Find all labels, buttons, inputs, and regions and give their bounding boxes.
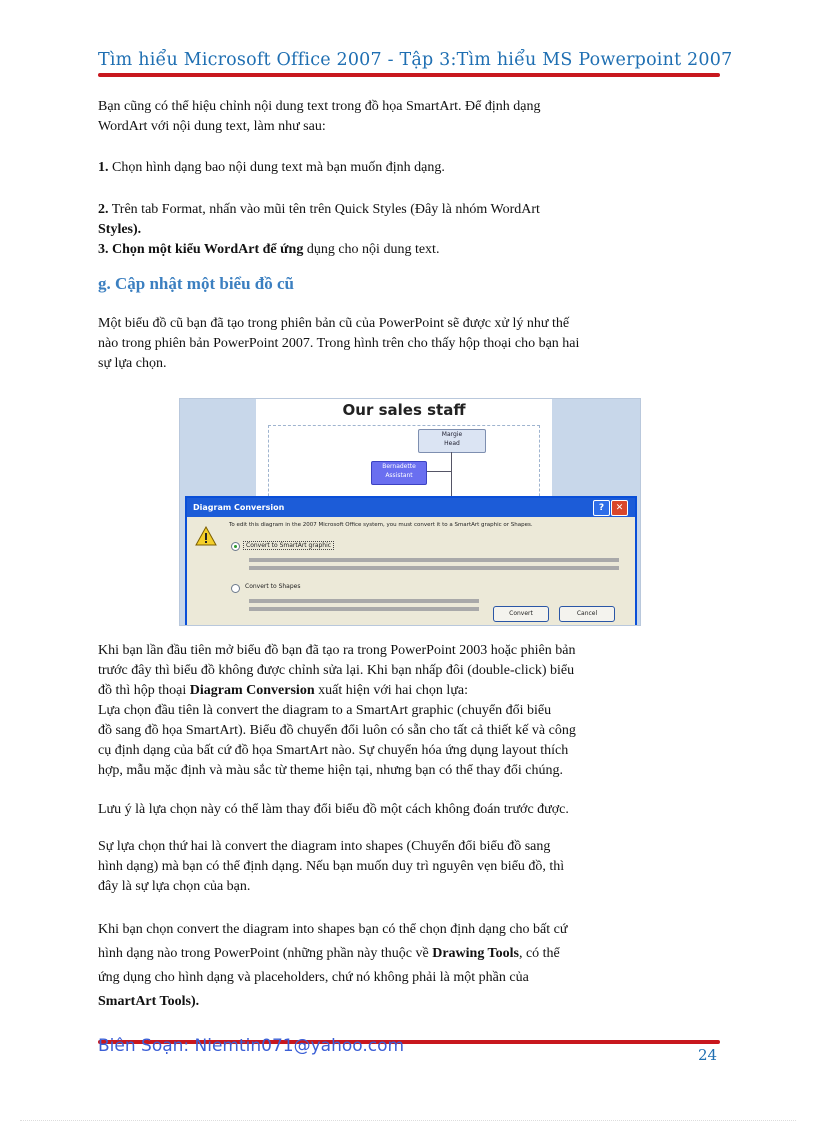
dialog-title: Diagram Conversion bbox=[187, 498, 635, 517]
step-text: Chọn hình dạng bao nội dung text mà bạn muốn định dạng. bbox=[108, 160, 445, 175]
text-line: cụ định dạng của bất cứ đồ họa SmartArt nào. Sự chuyển hóa ứng dụng layout thích bbox=[98, 743, 569, 758]
slide-preview bbox=[256, 399, 552, 509]
text-line: đồ thì hộp thoại bbox=[98, 683, 190, 698]
help-button[interactable]: ? bbox=[593, 500, 610, 516]
convert-shapes-radio[interactable] bbox=[231, 584, 240, 593]
text-line: xuất hiện với hai chọn lựa: bbox=[314, 683, 469, 698]
diagram-conversion-figure bbox=[179, 398, 641, 626]
header-rule bbox=[98, 73, 720, 77]
text-line: Sự lựa chọn thứ hai là convert the diagram into shapes (Chuyển đổi biểu đồ sang bbox=[98, 839, 551, 854]
paragraph-1 bbox=[98, 314, 668, 374]
step-text: Trên tab Format, nhấn vào mũi tên trên Quick Styles (Đây là nhóm WordArt bbox=[108, 202, 540, 217]
step-bold-text: Styles). bbox=[98, 222, 142, 237]
bold-term: Drawing Tools bbox=[432, 946, 519, 961]
org-box-role: Assistant bbox=[385, 472, 413, 479]
step-2 bbox=[98, 200, 668, 240]
step-number: 1. bbox=[98, 160, 109, 175]
paragraph-2 bbox=[98, 641, 668, 781]
text-line: , có thể bbox=[518, 946, 560, 961]
text-line: đây là sự lựa chọn của bạn. bbox=[98, 879, 251, 894]
org-chart-assistant-box bbox=[371, 461, 427, 485]
description-bar bbox=[249, 607, 479, 611]
step-bold-text: 3. Chọn một kiểu WordArt để ứng bbox=[98, 242, 304, 257]
description-bar bbox=[249, 558, 619, 562]
text-line: Khi bạn lần đầu tiên mở biểu đồ bạn đã tạo ra trong PowerPoint 2003 hoặc phiên bản bbox=[98, 643, 576, 658]
intro-line: Bạn cũng có thể hiệu chỉnh nội dung text trong đồ họa SmartArt. Để định dạng bbox=[98, 99, 541, 114]
step-number: 2. bbox=[98, 202, 109, 217]
page-number: 24 bbox=[698, 1046, 718, 1064]
header-title: Tìm hiểu Microsoft Office 2007 - Tập 3:Tìm hiểu MS Powerpoint 2007 bbox=[98, 50, 733, 70]
convert-smartart-label[interactable]: Convert to SmartArt graphic bbox=[243, 541, 334, 550]
text-line: ứng dụng cho hình dạng và placeholders, chứ nó không phải là một phần của bbox=[98, 970, 529, 985]
text-line: Lưu ý là lựa chọn này có thể làm thay đổi biểu đồ một cách không đoán trước được. bbox=[98, 802, 569, 817]
org-box-name: Margie bbox=[441, 431, 463, 438]
text-line: hình dạng) mà bạn có thể định dạng. Nếu bạn muốn duy trì nguyên vẹn biểu đồ, thì bbox=[98, 859, 565, 874]
step-1 bbox=[98, 158, 668, 178]
text-line: Lựa chọn đầu tiên là convert the diagram to a SmartArt graphic (chuyển đổi biểu bbox=[98, 703, 552, 718]
org-chart-head-box bbox=[418, 429, 486, 453]
description-bar bbox=[249, 599, 479, 603]
paragraph-3 bbox=[98, 800, 668, 820]
text-line: sự lựa chọn. bbox=[98, 356, 167, 371]
text-line: Khi bạn chọn convert the diagram into shapes bạn có thể chọn định dạng cho bất cứ bbox=[98, 922, 568, 937]
description-bar bbox=[249, 566, 619, 570]
text-line: đồ sang đồ họa SmartArt). Biểu đồ chuyển đổi luôn có sẵn cho tất cả thiết kế và công bbox=[98, 723, 576, 738]
text-line: Một biểu đồ cũ bạn đã tạo trong phiên bản cũ của PowerPoint sẽ được xử lý như thế bbox=[98, 316, 570, 331]
org-connector bbox=[426, 471, 451, 472]
text-line: hợp, mẫu mặc định và màu sắc từ theme hiện tại, nhưng bạn có thể thay đổi chúng. bbox=[98, 763, 564, 778]
convert-shapes-label[interactable]: Convert to Shapes bbox=[245, 583, 301, 590]
step-3 bbox=[98, 240, 668, 260]
bold-term: Diagram Conversion bbox=[189, 683, 315, 698]
intro-paragraph bbox=[98, 97, 668, 137]
org-box-role: Head bbox=[444, 440, 460, 447]
diagram-conversion-dialog bbox=[185, 496, 637, 626]
org-box-name: Bernadette bbox=[382, 463, 416, 470]
text-line: hình dạng nào trong PowerPoint (những phần này thuộc về bbox=[98, 946, 433, 961]
bold-term: SmartArt Tools). bbox=[98, 994, 200, 1009]
step-text: dụng cho nội dung text. bbox=[303, 242, 440, 257]
text-line: trước đây thì biểu đồ không được chỉnh sửa lại. Khi bạn nhấp đôi (double-click) biểu bbox=[98, 663, 575, 678]
convert-smartart-radio[interactable] bbox=[231, 542, 240, 551]
slide-title: Our sales staff bbox=[342, 401, 466, 419]
text-line: nào trong phiên bản PowerPoint 2007. Trong hình trên cho thấy hộp thoại cho bạn hai bbox=[98, 336, 580, 351]
dialog-message: To edit this diagram in the 2007 Microsoft Office system, you must convert it to a SmartArt graphic or Shapes. bbox=[229, 522, 533, 528]
section-heading: g. Cập nhật một biểu đồ cũ bbox=[98, 274, 295, 293]
warning-icon bbox=[195, 526, 217, 546]
convert-button[interactable]: Convert bbox=[493, 606, 549, 622]
cancel-button[interactable]: Cancel bbox=[559, 606, 615, 622]
intro-line: WordArt với nội dung text, làm như sau: bbox=[98, 119, 326, 134]
paragraph-4 bbox=[98, 837, 668, 897]
close-button[interactable]: ✕ bbox=[611, 500, 628, 516]
footer-author: Biên Soạn: Niemtin071@yahoo.com bbox=[98, 1036, 405, 1056]
page-edge-divider bbox=[20, 1120, 796, 1121]
paragraph-5 bbox=[98, 918, 668, 1014]
